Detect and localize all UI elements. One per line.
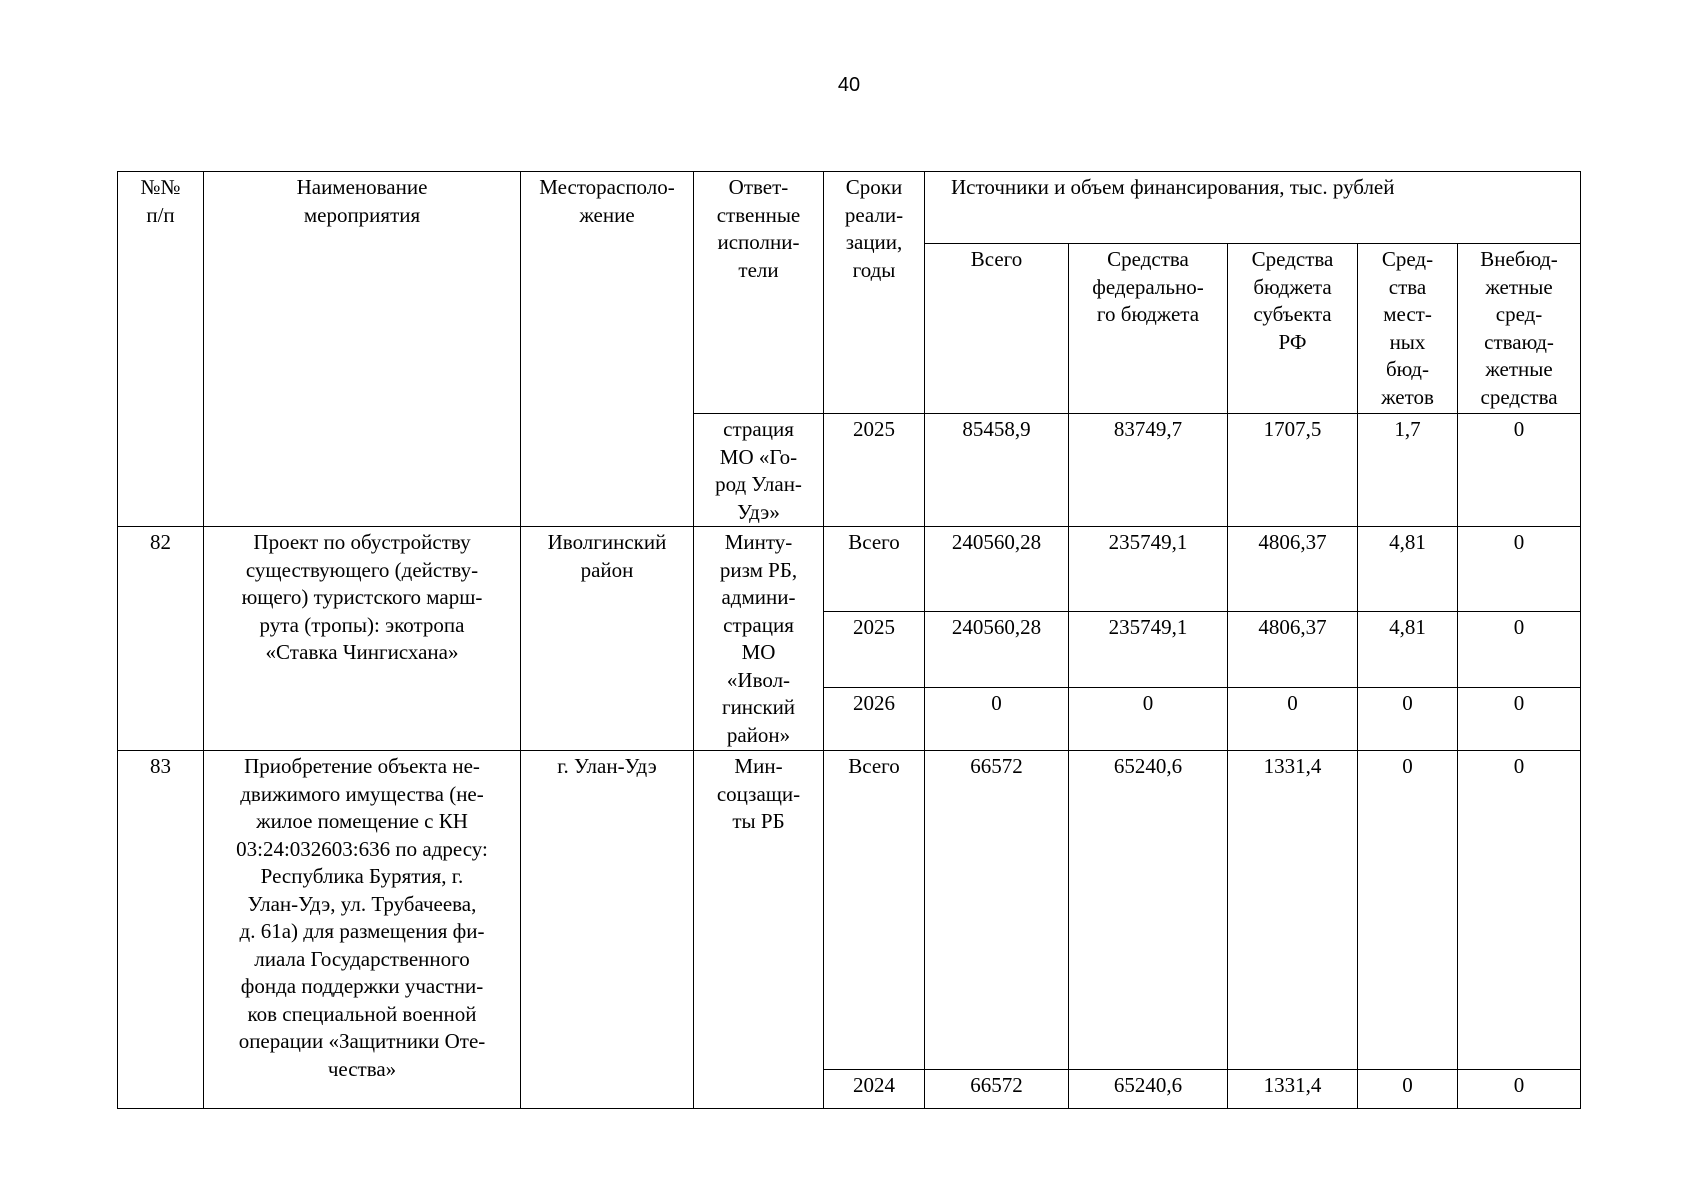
row83-responsible: Мин- соцзащи- ты РБ <box>694 751 824 1109</box>
row82-federal: 235749,1 <box>1069 527 1228 612</box>
row82-extra: 0 <box>1458 612 1581 688</box>
row83-year: Всего <box>824 751 925 1070</box>
row82-subject: 0 <box>1228 688 1358 751</box>
row83-federal: 65240,6 <box>1069 1070 1228 1109</box>
cont-total: 85458,9 <box>925 414 1069 527</box>
row82-local: 4,81 <box>1358 527 1458 612</box>
row83-extra: 0 <box>1458 1070 1581 1109</box>
row82-responsible: Минту- ризм РБ, админи- страция МО «Ивол- гинский район» <box>694 527 824 751</box>
row82-year: Всего <box>824 527 925 612</box>
row82-extra: 0 <box>1458 688 1581 751</box>
row82-subject: 4806,37 <box>1228 612 1358 688</box>
header-row-1 <box>118 172 1581 244</box>
row83-name: Приобретение объекта не- движимого имущества (не- жилое помещение с КН 03:24:032603:636 по адресу: Республика Бурятия, г. Улан-Удэ, ул. Трубачеева, д. 61а) для размещения фи- лиала Государственного фонда поддержки участни- ков специальной военной операции «Защитники Оте- чества» <box>204 751 521 1109</box>
row82-federal: 0 <box>1069 688 1228 751</box>
row82-total: 240560,28 <box>925 527 1069 612</box>
row83-federal: 65240,6 <box>1069 751 1228 1070</box>
row83-total: 66572 <box>925 1070 1069 1109</box>
row83-num: 83 <box>118 751 204 1109</box>
row82-year: 2026 <box>824 688 925 751</box>
header-subject: Средства бюджета субъекта РФ <box>1228 244 1358 414</box>
row83-local: 0 <box>1358 1070 1458 1109</box>
cont-subject: 1707,5 <box>1228 414 1358 527</box>
cont-federal: 83749,7 <box>1069 414 1228 527</box>
row83-location: г. Улан-Удэ <box>521 751 694 1109</box>
header-extra: Внебюд- жетные сред- стваюд- жетные средства <box>1458 244 1581 414</box>
table-row-82 <box>118 527 1581 612</box>
header-name: Наименование мероприятия <box>204 172 521 527</box>
row82-name: Проект по обустройству существующего (действу- ющего) туристского марш- рута (тропы): экотропа «Ставка Чингисхана» <box>204 527 521 751</box>
row82-location: Иволгинский район <box>521 527 694 751</box>
row83-year: 2024 <box>824 1070 925 1109</box>
page-number: 40 <box>837 74 861 96</box>
row82-year: 2025 <box>824 612 925 688</box>
row83-local: 0 <box>1358 751 1458 1070</box>
row82-total: 0 <box>925 688 1069 751</box>
table-row-83 <box>118 751 1581 1070</box>
row83-extra: 0 <box>1458 751 1581 1070</box>
row82-num: 82 <box>118 527 204 751</box>
header-location: Месторасполо- жение <box>521 172 694 527</box>
row82-extra: 0 <box>1458 527 1581 612</box>
header-period: Сроки реали- зации, годы <box>824 172 925 414</box>
header-responsible: Ответ- ственные исполни- тели <box>694 172 824 414</box>
cont-year: 2025 <box>824 414 925 527</box>
row83-total: 66572 <box>925 751 1069 1070</box>
header-federal: Средства федерально- го бюджета <box>1069 244 1228 414</box>
header-sources: Источники и объем финансирования, тыс. рублей <box>925 172 1581 244</box>
row82-subject: 4806,37 <box>1228 527 1358 612</box>
row82-local: 0 <box>1358 688 1458 751</box>
row83-subject: 1331,4 <box>1228 1070 1358 1109</box>
row82-total: 240560,28 <box>925 612 1069 688</box>
header-total: Всего <box>925 244 1069 414</box>
row82-federal: 235749,1 <box>1069 612 1228 688</box>
header-local: Сред- ства мест- ных бюд- жетов <box>1358 244 1458 414</box>
financing-table <box>117 171 1581 1109</box>
cont-responsible: страция МО «Го- род Улан- Удэ» <box>694 414 824 527</box>
row83-subject: 1331,4 <box>1228 751 1358 1070</box>
cont-extra: 0 <box>1458 414 1581 527</box>
row82-local: 4,81 <box>1358 612 1458 688</box>
header-num: №№ п/п <box>118 172 204 527</box>
cont-local: 1,7 <box>1358 414 1458 527</box>
